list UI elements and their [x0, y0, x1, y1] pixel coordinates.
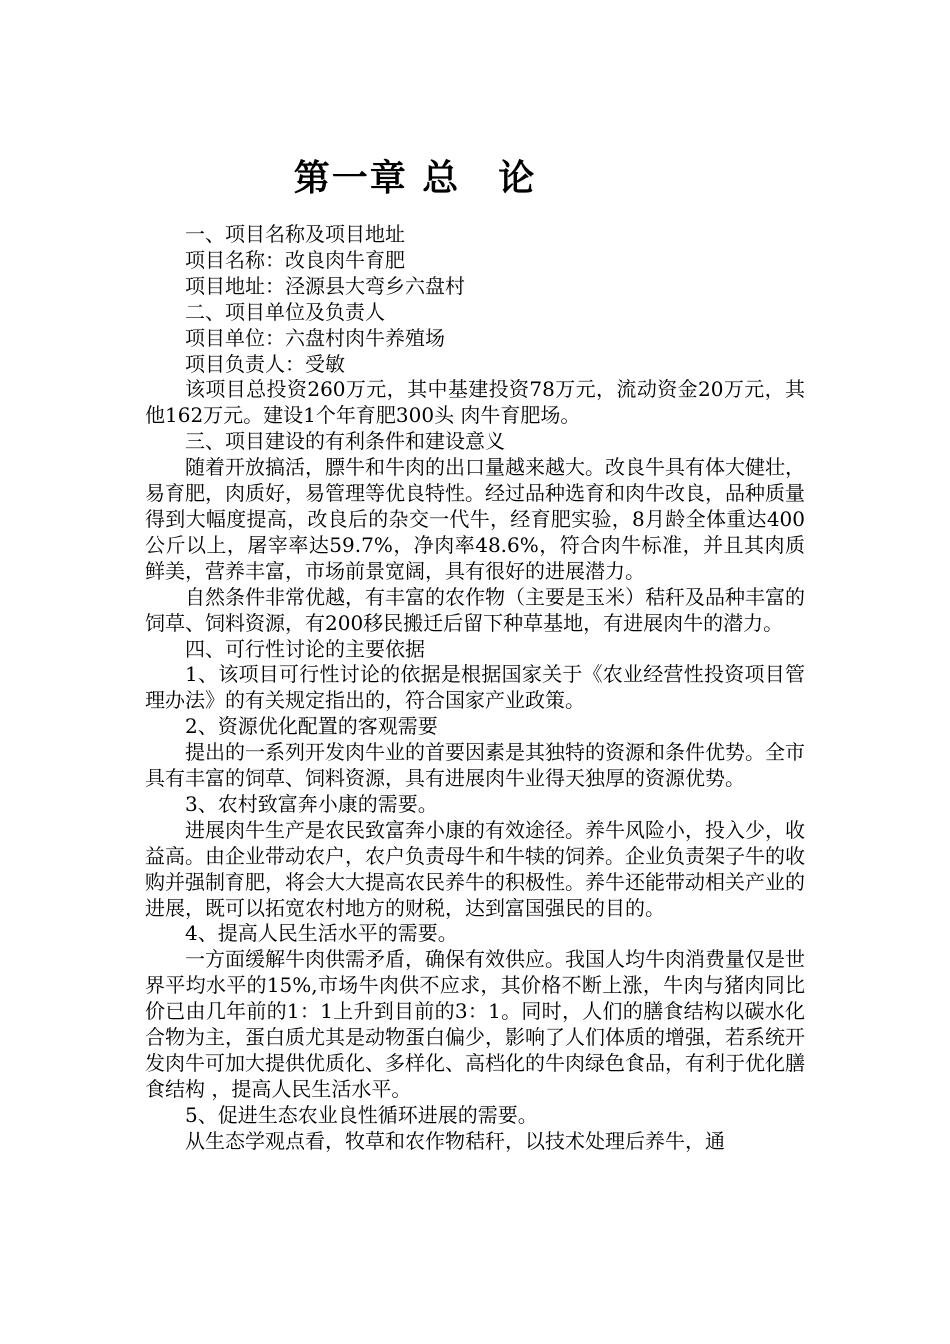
- paragraph: 从生态学观点看，牧草和农作物秸秆，以技术处理后养牛，通: [185, 1128, 725, 1153]
- project-unit: 项目单位：六盘村肉牛养殖场: [185, 325, 445, 350]
- paragraph: 1、该项目可行性讨论的依据是根据国家关于《农业经营性投资项目管理办法》的有关规定指出的，符合国家产业政策。: [145, 662, 805, 713]
- subheading: 2、资源优化配置的客观需要: [185, 714, 438, 739]
- subheading: 3、农村致富奔小康的需要。: [185, 791, 438, 816]
- section-heading: 三、项目建设的有利条件和建设意义: [185, 429, 505, 454]
- section-heading: 二、项目单位及负责人: [185, 299, 385, 324]
- subheading: 5、促进生态农业良性循环进展的需要。: [185, 1102, 538, 1127]
- project-name: 项目名称：改良肉牛育肥: [185, 247, 405, 272]
- paragraph: 自然条件非常优越，有丰富的农作物（主要是玉米）秸秆及品种丰富的饲草、饲料资源，有200移民搬迁后留下种草基地，有进展肉牛的潜力。: [145, 584, 805, 635]
- paragraph: 提出的一系列开发肉牛业的首要因素是其独特的资源和条件优势。全市具有丰富的饲草、饲料资源，具有进展肉牛业得天独厚的资源优势。: [145, 740, 805, 791]
- section-heading: 一、项目名称及项目地址: [185, 222, 405, 246]
- project-leader: 项目负责人：受敏: [185, 351, 345, 376]
- section-heading: 四、可行性讨论的主要依据: [185, 636, 425, 661]
- document-body: [145, 222, 805, 1155]
- project-address: 项目地址：泾源县大弯乡六盘村: [185, 273, 465, 298]
- paragraph: 一方面缓解牛肉供需矛盾，确保有效供应。我国人均牛肉消费量仅是世界平均水平的15%,市场牛肉供不应求，其价格不断上涨，牛肉与猪肉同比价已由几年前的1：1上升到目前的3：1。同时，人们的膳食结构以碳水化合物为主，蛋白质尤其是动物蛋白偏少，影响了人们体质的增强，若系统开发肉牛可加大提供优质化、多样化、高档化的牛肉绿色食品，有利于优化膳食结构 ，提高人民生活水平。: [145, 947, 805, 1101]
- chapter-title: 第一章 总 论: [293, 158, 537, 199]
- paragraph: 进展肉牛生产是农民致富奔小康的有效途径。养牛风险小，投入少，收益高。由企业带动农户，农户负责母牛和牛犊的饲养。企业负责架子牛的收购并强制育肥，将会大大提高农民养牛的积极性。养牛还能带动相关产业的进展，既可以拓宽农村地方的财税，达到富国强民的目的。: [145, 817, 805, 920]
- paragraph: 该项目总投资260万元，其中基建投资78万元，流动资金20万元，其他162万元。建设1个年育肥300头 肉牛育肥场。: [145, 377, 805, 428]
- subheading: 4、提高人民生活水平的需要。: [185, 921, 458, 946]
- paragraph: 随着开放搞活，膘牛和牛肉的出口量越来越大。改良牛具有体大健壮，易育肥，肉质好，易管理等优良特性。经过品种选育和肉牛改良，品种质量得到大幅度提高，改良后的杂交一代牛，经育肥实验，8月龄全体重达400公斤以上，屠宰率达59.7%，净肉率48.6%，符合肉牛标准，并且其肉质鲜美，营养丰富，市场前景宽阔，具有很好的进展潜力。: [145, 455, 805, 583]
